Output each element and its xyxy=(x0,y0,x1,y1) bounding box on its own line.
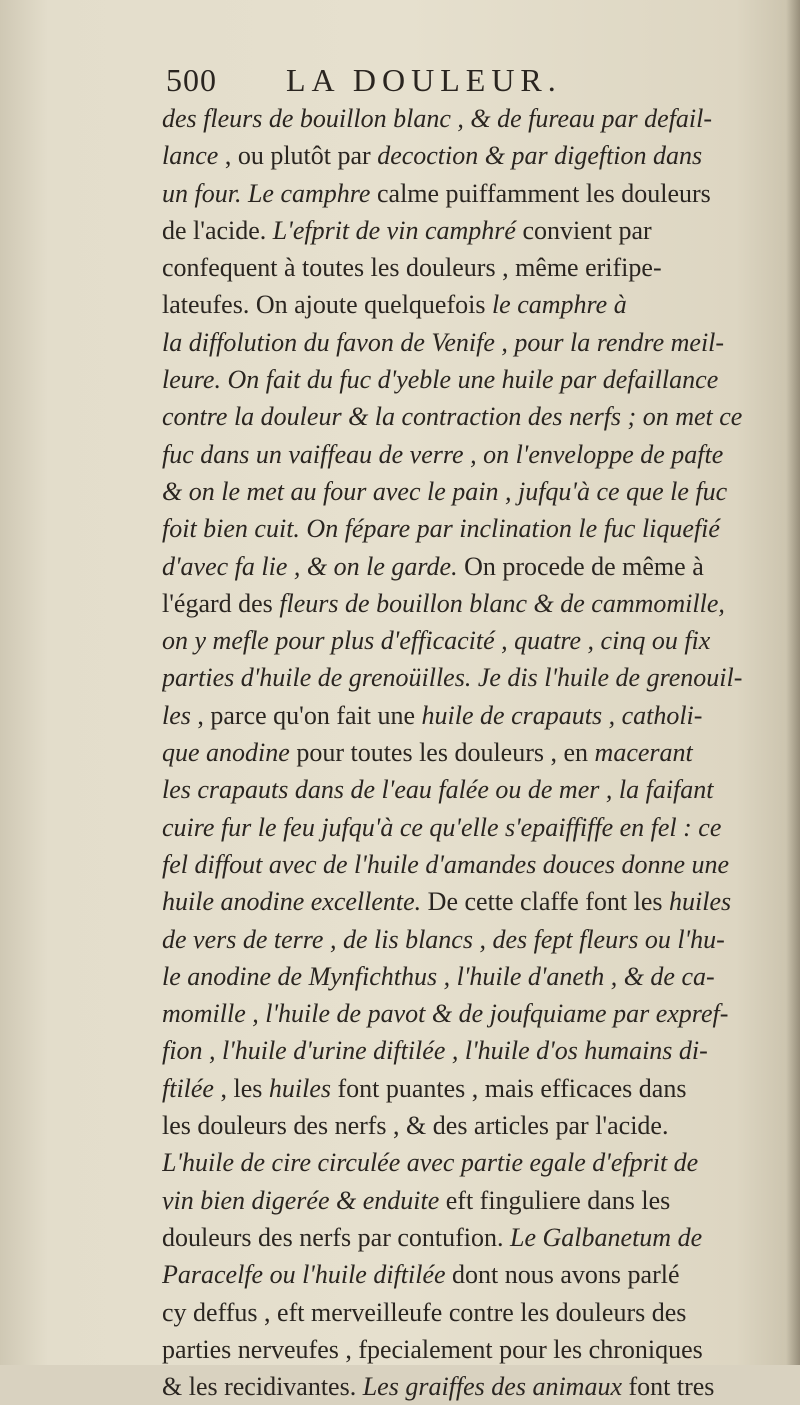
roman-text: On procede de même à xyxy=(457,551,704,581)
italic-text: ftilée xyxy=(162,1073,214,1103)
italic-text: L'huile de cire circulée avec partie egale d'efprit de xyxy=(162,1148,699,1178)
roman-text: font tres xyxy=(621,1372,715,1402)
text-line xyxy=(162,324,792,361)
text-line xyxy=(162,697,792,734)
roman-text: , les xyxy=(213,1073,269,1103)
italic-text: huile de crapauts , catholi- xyxy=(421,700,703,730)
italic-text: fel diffout avec de l'huile d'amandes douces donne une xyxy=(162,849,730,879)
italic-text: contre la douleur & la contraction des nerfs ; on met ce xyxy=(162,402,743,432)
roman-text: cy deffus , eft merveilleufe contre les douleurs des xyxy=(162,1297,687,1327)
roman-text: eft finguliere dans les xyxy=(439,1185,671,1215)
italic-text: les crapauts dans de l'eau falée ou de mer , la faifant xyxy=(162,775,714,805)
italic-text: L'efprit de vin camphré xyxy=(272,215,516,245)
italic-text: les xyxy=(162,700,191,730)
text-line xyxy=(162,510,792,547)
text-line xyxy=(162,1182,792,1219)
text-line xyxy=(162,1294,792,1331)
italic-text: foit bien cuit. On fépare par inclination le fuc liquefié xyxy=(162,514,720,544)
italic-text: on y mefle pour plus d'efficacité , quatre , cinq ou fix xyxy=(162,626,711,656)
roman-text: , ou plutôt par xyxy=(218,141,378,171)
roman-text: lateufes. On ajoute quelquefois xyxy=(162,290,492,320)
italic-text: d'avec fa lie , & on le garde. xyxy=(162,551,458,581)
text-line xyxy=(162,1331,792,1368)
text-line xyxy=(162,100,792,137)
roman-text: convient par xyxy=(515,215,652,245)
text-line xyxy=(162,1107,792,1144)
italic-text: cuire fur le feu jufqu'à ce qu'elle s'epaiffiffe en fel : ce xyxy=(162,812,722,842)
text-line xyxy=(162,734,792,771)
italic-text: un four. Le camphre xyxy=(162,178,371,208)
italic-text: huile anodine excellente. xyxy=(162,887,422,917)
text-line xyxy=(162,473,792,510)
text-line xyxy=(162,809,792,846)
text-line xyxy=(162,137,792,174)
text-line xyxy=(162,771,792,808)
italic-text: le anodine de Mynfichthus , l'huile d'aneth , & de ca- xyxy=(162,961,715,991)
italic-text: la diffolution du favon de Venife , pour la rendre meil- xyxy=(162,327,725,357)
italic-text: le camphre à xyxy=(491,290,627,320)
text-line xyxy=(162,1070,792,1107)
text-line xyxy=(162,249,792,286)
italic-text: fleurs de bouillon blanc & de cammomille, xyxy=(279,588,725,618)
roman-text: parties nerveufes , fpecialement pour les chroniques xyxy=(162,1334,703,1364)
roman-text: de l'acide. xyxy=(162,215,273,245)
italic-text: & on le met au four avec le pain , jufqu'à ce que le fuc xyxy=(162,476,728,506)
roman-text: calme puiffamment les douleurs xyxy=(370,178,711,208)
italic-text: leure. On fait du fuc d'yeble une huile par defaillance xyxy=(162,365,719,395)
text-line xyxy=(162,622,792,659)
running-head: LA DOULEUR. xyxy=(286,62,562,98)
italic-text: lance xyxy=(162,141,219,171)
italic-text: vin bien digerée & enduite xyxy=(162,1185,440,1215)
roman-text: font puantes , mais efficaces dans xyxy=(330,1073,687,1103)
text-line xyxy=(162,1368,792,1405)
text-line xyxy=(162,921,792,958)
text-line xyxy=(162,548,792,585)
text-line xyxy=(162,846,792,883)
text-line xyxy=(162,585,792,622)
italic-text: huiles xyxy=(669,887,732,917)
roman-text: les douleurs des nerfs , & des articles par l'acide. xyxy=(162,1111,669,1141)
roman-text: l'égard des xyxy=(162,588,280,618)
text-line xyxy=(162,883,792,920)
text-line xyxy=(162,1032,792,1069)
italic-text: de vers de terre , de lis blancs , des fept fleurs ou l'hu- xyxy=(162,924,725,954)
roman-text: , parce qu'on fait une xyxy=(190,700,422,730)
italic-text: fion , l'huile d'urine diftilée , l'huile d'os humains di- xyxy=(162,1036,708,1066)
italic-text: macerant xyxy=(594,738,693,768)
roman-text: De cette claffe font les xyxy=(421,887,670,917)
roman-text: douleurs des nerfs par contufion. xyxy=(162,1222,511,1252)
roman-text: & les recidivantes. xyxy=(162,1372,363,1402)
body-text xyxy=(162,100,792,1405)
text-line xyxy=(162,1144,792,1181)
italic-text: parties d'huile de grenoüilles. Je dis l'huile de grenouil- xyxy=(162,663,743,693)
text-line xyxy=(162,361,792,398)
text-line xyxy=(162,286,792,323)
text-line xyxy=(162,398,792,435)
text-line xyxy=(162,1219,792,1256)
text-line xyxy=(162,659,792,696)
italic-text: decoction & par digeftion dans xyxy=(377,141,703,171)
italic-text: des fleurs de bouillon blanc , & de fureau par defail- xyxy=(162,104,713,133)
roman-text: dont nous avons parlé xyxy=(445,1260,680,1290)
text-line xyxy=(162,175,792,212)
italic-text: huiles xyxy=(268,1073,331,1103)
roman-text: confequent à toutes les douleurs , même erifipe- xyxy=(162,253,662,283)
text-line xyxy=(162,958,792,995)
page-number: 500 xyxy=(166,62,217,98)
italic-text: fuc dans un vaiffeau de verre , on l'enveloppe de pafte xyxy=(162,439,724,469)
text-line xyxy=(162,1256,792,1293)
italic-text: momille , l'huile de pavot & de joufquiame par expref- xyxy=(162,999,729,1029)
text-line xyxy=(162,995,792,1032)
text-line xyxy=(162,436,792,473)
roman-text: pour toutes les douleurs , en xyxy=(289,738,595,768)
italic-text: Les graiffes des animaux xyxy=(362,1372,622,1402)
italic-text: Le Galbanetum de xyxy=(510,1222,703,1252)
text-line xyxy=(162,212,792,249)
italic-text: Paracelfe ou l'huile diftilée xyxy=(162,1260,446,1290)
italic-text: que anodine xyxy=(162,738,290,768)
